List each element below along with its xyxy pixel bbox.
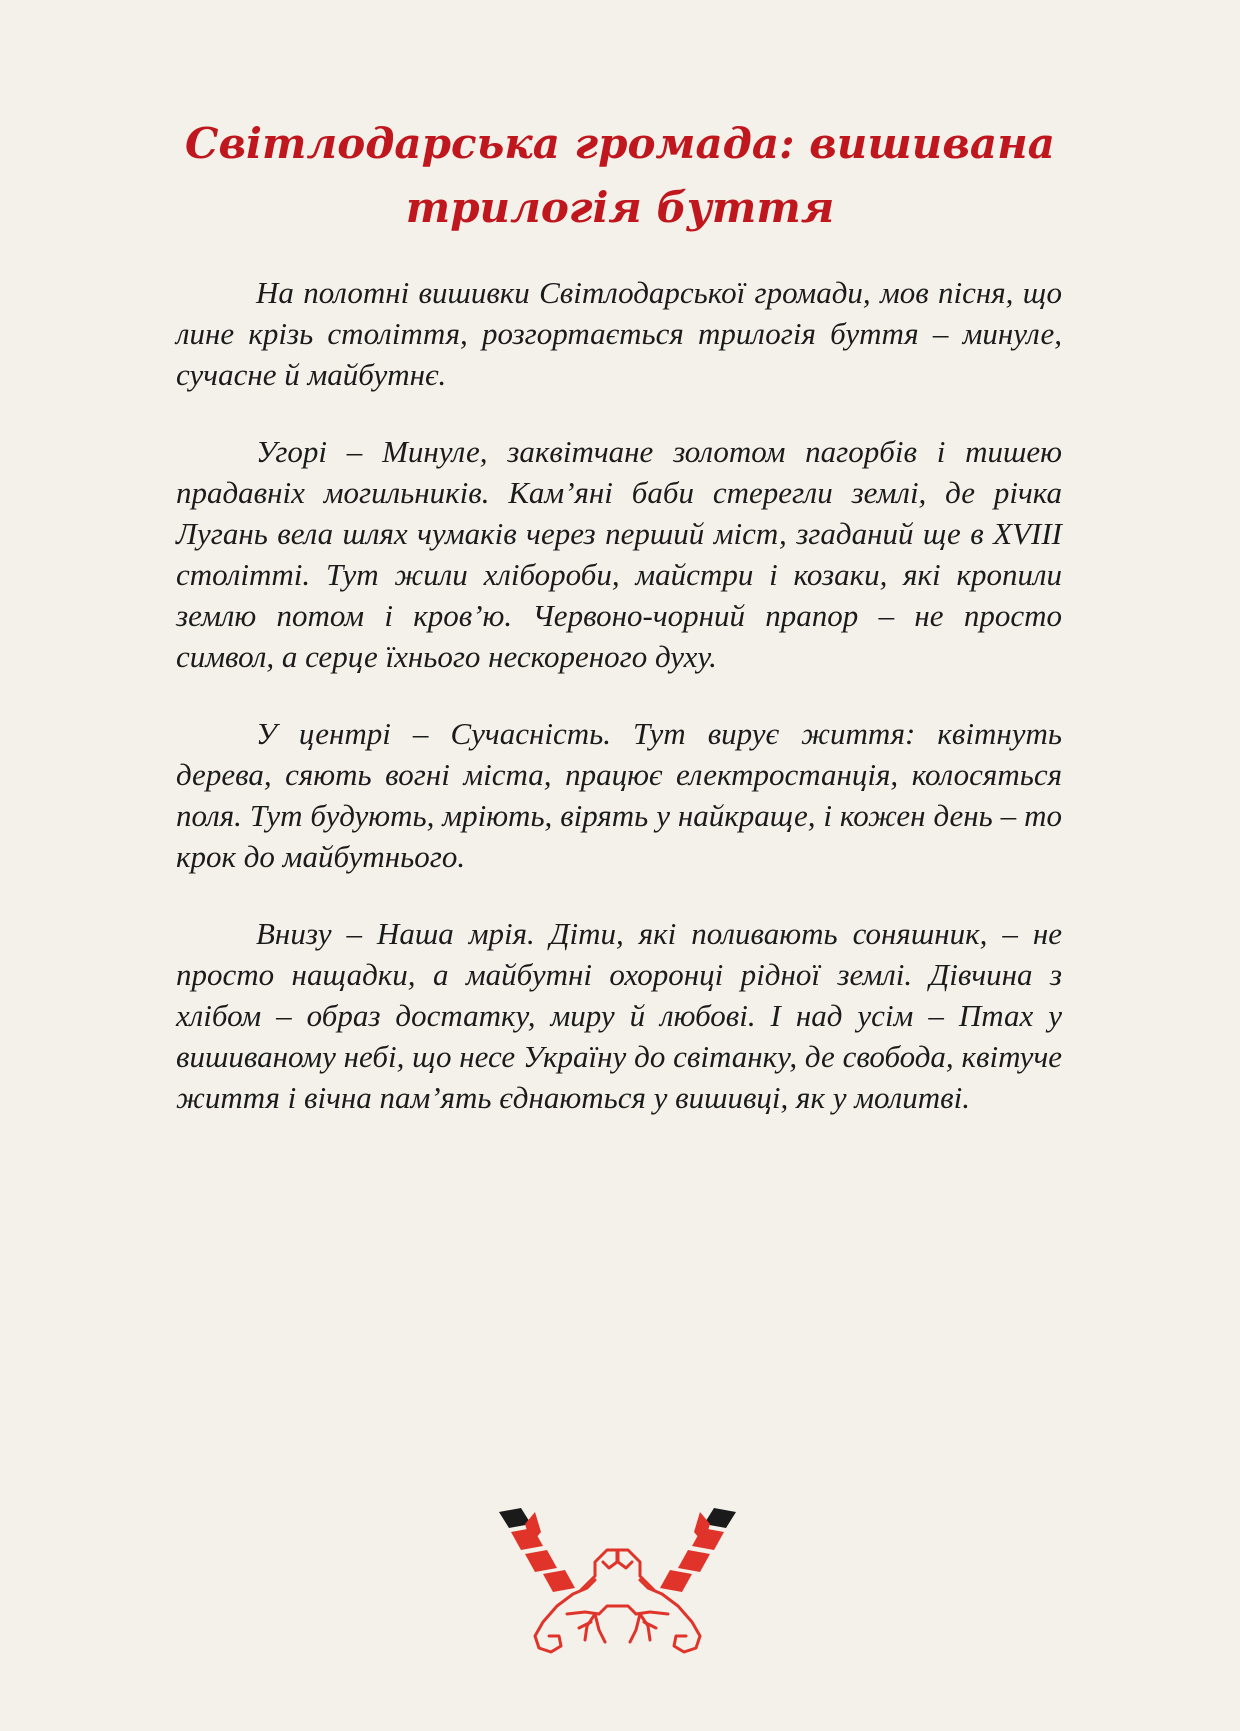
page-title: Світлодарська громада: вишивана трилогія буття [185, 119, 1055, 232]
embroidery-floral-ornament-icon [495, 1502, 740, 1662]
paragraph-present: У центрі – Сучасність. Тут вирує життя: квітнуть дерева, сяють вогні міста, працює електростанція, колосяться поля. Тут будують, мріють, вірять у найкраще, і кожен день – то крок до майбутнього. [176, 716, 1062, 874]
article-body [176, 272, 1062, 1154]
central-curls [535, 1550, 700, 1652]
left-leaves [499, 1508, 575, 1592]
paragraph-past: Угорі – Минуле, заквітчане золотом пагорбів і тишею прадавніх могильників. Кам’яні баби стерегли землі, де річка Лугань вела шлях чумаків через перший міст, згаданий ще в XVIII столітті. Тут жили хлібороби, майстри і козаки, які кропили землю потом і кров’ю. Червоно-чорний прапор – не просто символ, а серце їхнього нескореного духу. [176, 434, 1062, 674]
paragraph-intro: На полотні вишивки Світлодарської громади, мов пісня, що лине крізь століття, розгортається трилогія буття – минуле, сучасне й майбутнє. [176, 275, 1062, 392]
right-leaves [660, 1508, 736, 1592]
paragraph-future: Внизу – Наша мрія. Діти, які поливають соняшник, – не просто нащадки, а майбутні охоронці рідної землі. Дівчина з хлібом – образ достатку, миру й любові. І над усім – Птах у вишиваному небі, що несе Україну до світанку, де свобода, квітуче життя і вічна пам’ять єднаються у вишивці, як у молитві. [176, 916, 1062, 1115]
